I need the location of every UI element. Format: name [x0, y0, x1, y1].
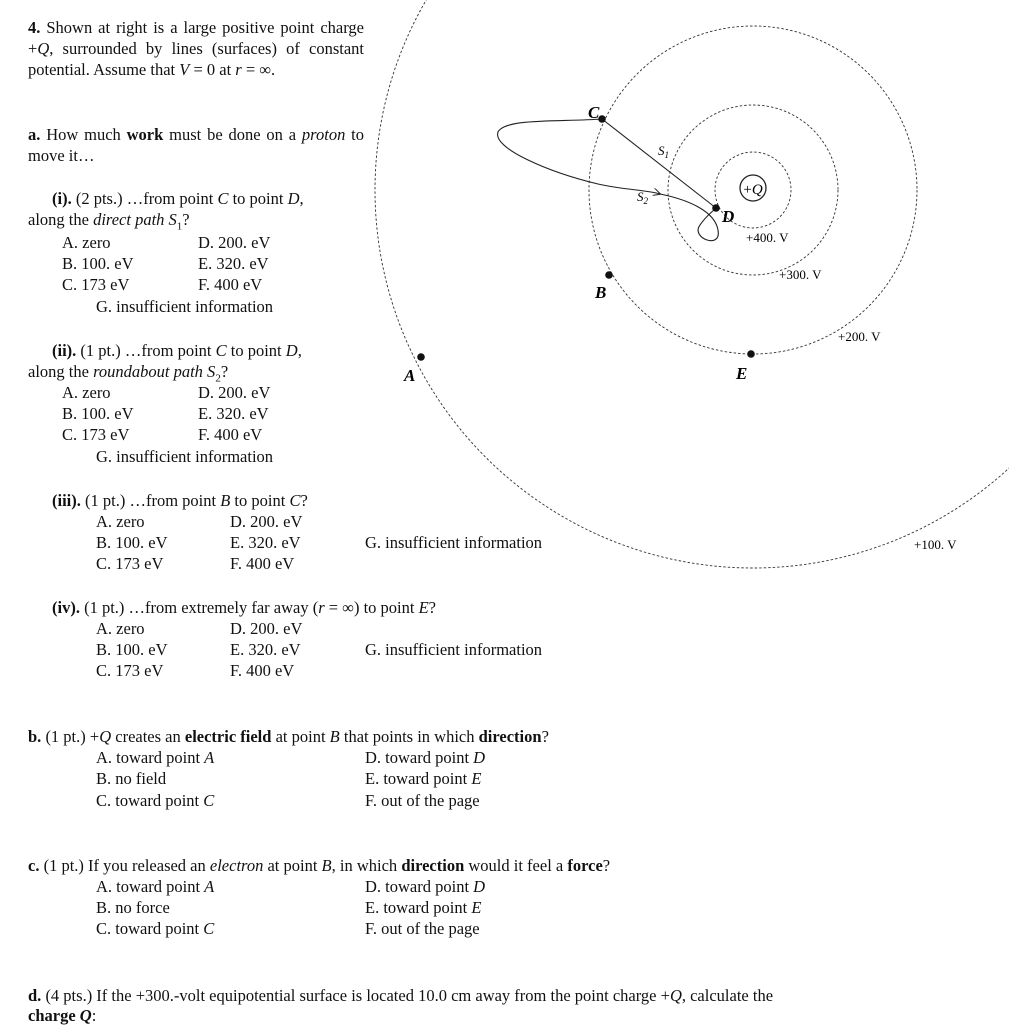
choice-c-c[interactable]: C. toward point C	[96, 919, 215, 938]
choice-c-f[interactable]: F. out of the page	[365, 919, 480, 938]
question-iii-prompt: (iii). (1 pt.) …from point B to point C?	[52, 491, 308, 510]
choice-b-a[interactable]: A. toward point A	[96, 748, 215, 767]
choice-iv-d[interactable]: D. 200. eV	[230, 619, 303, 638]
part-d-prompt-line2: charge Q:	[28, 1006, 97, 1025]
choice-i-d[interactable]: D. 200. eV	[198, 233, 271, 252]
question-i-prompt-line2: along the direct path $S_1$?	[28, 210, 190, 233]
question-4-intro: 4. Shown at right is a large positive point charge +Q, surrounded by lines (surfaces) of constant potential. Assume that V = 0 at r = ∞.	[28, 18, 364, 79]
choice-iii-c[interactable]: C. 173 eV	[96, 554, 164, 573]
choice-b-f[interactable]: F. out of the page	[365, 791, 480, 810]
path-s2-start	[498, 119, 660, 194]
point-d	[712, 204, 720, 212]
label-b: B	[595, 283, 607, 302]
choice-iv-e[interactable]: E. 320. eV	[230, 640, 301, 659]
choice-b-d[interactable]: D. toward point D	[365, 748, 486, 767]
choice-ii-a[interactable]: A. zero	[62, 383, 111, 402]
choice-ii-g[interactable]: G. insufficient information	[96, 447, 274, 466]
choice-iv-c[interactable]: C. 173 eV	[96, 661, 164, 680]
choice-iv-a[interactable]: A. zero	[96, 619, 145, 638]
question-number: 4.	[28, 18, 41, 37]
part-a-prompt: a. How much work must be done on a proton to move it…	[28, 125, 365, 165]
path-s1	[602, 119, 716, 208]
choice-iii-g[interactable]: G. insufficient information	[365, 533, 543, 552]
choice-iii-a[interactable]: A. zero	[96, 512, 145, 531]
choice-c-b[interactable]: B. no force	[96, 898, 170, 917]
choice-ii-e[interactable]: E. 320. eV	[198, 404, 269, 423]
choice-ii-f[interactable]: F. 400 eV	[198, 425, 263, 444]
question-ii-prompt: (ii). (1 pt.) …from point C to point D,	[52, 341, 302, 360]
choice-iv-g[interactable]: G. insufficient information	[365, 640, 543, 659]
part-d-prompt: d. (4 pts.) If the +300.-volt equipotential surface is located 10.0 cm away from the point charge +Q, calculate the	[28, 986, 774, 1005]
part-c-prompt: c. (1 pt.) If you released an electron at point B, in which direction would it feel a force?	[28, 856, 611, 875]
choice-iii-f[interactable]: F. 400 eV	[230, 554, 295, 573]
label-s2: $S_2$	[637, 189, 648, 206]
choice-iii-b[interactable]: B. 100. eV	[96, 533, 168, 552]
choice-i-f[interactable]: F. 400 eV	[198, 275, 263, 294]
choice-i-b[interactable]: B. 100. eV	[62, 254, 134, 273]
label-c: C	[588, 103, 600, 122]
question-i-prompt: (i). (2 pts.) …from point C to point D,	[52, 189, 304, 208]
path-s2-end	[660, 194, 718, 241]
choice-iv-f[interactable]: F. 400 eV	[230, 661, 295, 680]
choice-ii-b[interactable]: B. 100. eV	[62, 404, 134, 423]
choice-i-g[interactable]: G. insufficient information	[96, 297, 274, 316]
label-d: D	[722, 207, 735, 226]
label-300V: +300. V	[779, 267, 822, 282]
choice-c-a[interactable]: A. toward point A	[96, 877, 215, 896]
choice-c-d[interactable]: D. toward point D	[365, 877, 486, 896]
label-400V: +400. V	[746, 230, 789, 245]
label-a: A	[404, 366, 416, 385]
choice-iii-e[interactable]: E. 320. eV	[230, 533, 301, 552]
choice-b-e[interactable]: E. toward point E	[365, 769, 482, 788]
choice-i-e[interactable]: E. 320. eV	[198, 254, 269, 273]
label-s1: $S_1$	[658, 143, 669, 160]
equipotential-100V	[375, 0, 1009, 568]
point-b	[605, 271, 613, 279]
point-a	[417, 353, 425, 361]
choice-ii-d[interactable]: D. 200. eV	[198, 383, 271, 402]
label-e: E	[736, 364, 748, 383]
label-200V: +200. V	[838, 329, 881, 344]
question-iv-prompt: (iv). (1 pt.) …from extremely far away (r = ∞) to point E?	[52, 598, 436, 617]
choice-b-c[interactable]: C. toward point C	[96, 791, 215, 810]
choice-c-e[interactable]: E. toward point E	[365, 898, 482, 917]
choice-iv-b[interactable]: B. 100. eV	[96, 640, 168, 659]
choice-ii-c[interactable]: C. 173 eV	[62, 425, 130, 444]
point-e	[747, 350, 755, 358]
charge-label: +Q	[743, 182, 763, 198]
choice-iii-d[interactable]: D. 200. eV	[230, 512, 303, 531]
label-100V: +100. V	[914, 537, 957, 552]
choice-b-b[interactable]: B. no field	[96, 769, 167, 788]
choice-i-a[interactable]: A. zero	[62, 233, 111, 252]
part-b-prompt: b. (1 pt.) +Q creates an electric field at point B that points in which direction?	[28, 727, 549, 746]
question-ii-prompt-line2: along the roundabout path $S_2$?	[28, 362, 229, 385]
choice-i-c[interactable]: C. 173 eV	[62, 275, 130, 294]
